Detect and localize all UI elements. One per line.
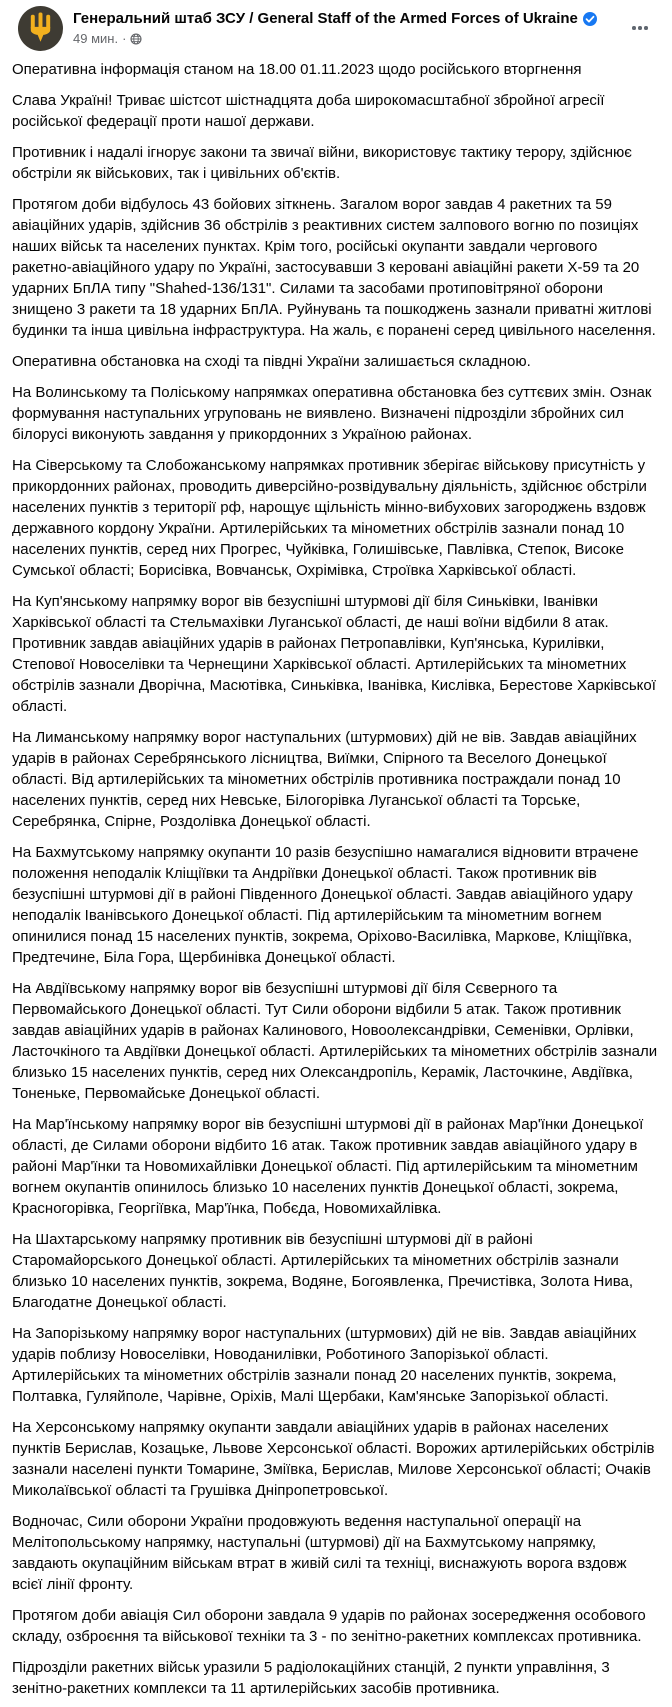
globe-icon <box>130 33 142 45</box>
post-paragraph: На Лиманському напрямку ворог наступальних (штурмових) дій не вів. Завдав авіаційних ударів в районах Серебрянського лісництва, Виїмки, Спірного та Веселого Донецької області. Від артилерійських та мінометних обстрілів противника постраждали понад 10 населених пунктів, серед них Невське, Білогорівка Луганської області та Торське, Серебрянка, Спірне, Роздолівка Донецької області. <box>12 729 637 830</box>
post-paragraph: Слава Україні! Триває шістсот шістнадцята доба широкомасштабної збройної агресії російської федерації проти нашої держави. <box>12 92 605 130</box>
post-paragraph: На Волинському та Поліському напрямках оперативна обстановка без суттєвих змін. Ознак формування наступальних угруповань не виявлено. Визначені підрозділи збройних сил білорусі виконують завдання у прикордонних з Україною районах. <box>12 384 652 443</box>
post-header <box>0 0 672 55</box>
post-text <box>0 55 672 1699</box>
header-meta <box>73 6 624 47</box>
more-options-button[interactable] <box>624 12 656 44</box>
post-paragraph: Оперативна обстановка на сході та півдні України залишається складною. <box>12 353 531 370</box>
post-paragraph: На Мар'їнському напрямку ворог вів безуспішні штурмові дії в районах Мар'їнки Донецької області, де Силами оборони відбито 16 атак. Також противник завдав авіаційного удару в районі Мар'їнки та Новомихайлівки Донецької області. Під артилерійським та мінометним вогнем окупантів опинилось близько 10 населених пунктів Донецької області, зокрема, Красногорівка, Георгіївка, Мар'їнка, Побєда, Новомихайлівка. <box>12 1116 644 1217</box>
post-paragraph: На Куп'янському напрямку ворог вів безуспішні штурмові дії біля Синьківки, Іванівки Харківської області та Стельмахівки Луганської області, де наші воїни відбили 8 атак. Противник завдав авіаційних ударів в районах Петропавлівки, Куп'янська, Курилівки, Степової Новоселівки та Чернещини Харківської області. Артилерійських та мінометних обстрілів зазнали Дворічна, Масютівка, Синьківка, Іванівка, Кислівка, Берестове Харківської області. <box>12 593 656 715</box>
post-paragraph: Протягом доби авіація Сил оборони завдала 9 ударів по районах зосередження особового складу, озброєння та військової техніки та 3 - по зенітно-ракетних комплексах противника. <box>12 1607 646 1645</box>
post-paragraph: На Авдіївському напрямку ворог вів безуспішні штурмові дії біля Сєверного та Первомайського Донецької області. Тут Сили оборони відбили 5 атак. Також противник завдав авіаційних ударів в районах Калинового, Новоолександрівки, Семенівки, Орлівки, Ласточкіного та Авдіївки Донецької області. Артилерійських та мінометних обстрілів зазнали близько 15 населених пунктів, серед них Олександропіль, Керамік, Ласточкине, Авдіївка, Тоненьке, Первомайське Донецької області. <box>12 980 658 1102</box>
post-paragraph: Протягом доби відбулось 43 бойових зіткнень. Загалом ворог завдав 4 ракетних та 59 авіаційних ударів, здійснив 36 обстрілів з реактивних систем залпового вогню по позиціях наших військ та населених пунктах. Крім того, російські окупанти завдали чергового ракетно-авіаційного удару по Україні, застосувавши 3 керовані авіаційні ракети Х-59 та 20 ударних БпЛА типу "Shahed-136/131". Силами та засобами протиповітряної оборони знищено 3 ракети та 18 ударних БпЛА. Руйнувань та пошкоджень зазнали приватні житлові будинки та інша цивільна інфраструктура. На жаль, є поранені серед цивільного населення. <box>12 196 656 339</box>
post-paragraph: На Сіверському та Слобожанському напрямках противник зберігає військову присутність у прикордонних районах, проводить диверсійно-розвідувальну діяльність, здійснює обстріли населених пунктів з території рф, нарощує щільність мінно-вибухових загороджень вздовж державного кордону України. Артилерійських та мінометних обстрілів зазнали понад 10 населених пунктів, серед них Прогрес, Чуйківка, Голишівське, Павлівка, Степок, Високе Сумської області; Борисівка, Вовчанськ, Охрімівка, Строївка Харківської області. <box>12 457 647 579</box>
three-dots-icon <box>632 26 636 30</box>
trident-emblem-icon <box>27 12 54 45</box>
post-paragraph: На Херсонському напрямку окупанти завдали авіаційних ударів в районах населених пунктів Берислав, Козацьке, Львове Херсонської області. Ворожих артилерійських обстрілів зазнали населені пункти Томарине, Зміївка, Берислав, Милове Херсонської області; Очаків Миколаївської області та Грушівка Дніпропетровської. <box>12 1419 655 1499</box>
page-name-link[interactable]: Генеральний штаб ЗСУ / General Staff of the Armed Forces of Ukraine <box>73 10 578 27</box>
post-paragraph: Водночас, Сили оборони України продовжують ведення наступальної операції на Мелітопольському напрямку, наступальні (штурмові) дії на Бахмутському напрямку, завдають окупаційним військам втрат в живій силі та техніці, виснажують ворога вздовж всієї лінії фронту. <box>12 1513 627 1593</box>
page-avatar[interactable] <box>18 6 63 51</box>
post-paragraph: На Бахмутському напрямку окупанти 10 разів безуспішно намагалися відновити втрачене положення неподалік Кліщіївки та Андріївки Донецької області. Також противник вів безуспішні штурмові дії в районі Південного Донецької області. Завдав авіаційного удару неподалік Іванівського Донецької області. Під артилерійським та мінометним вогнем опинилися понад 15 населених пунктів, зокрема, Оріхово-Василівка, Маркове, Кліщіївка, Предтечине, Біла Гора, Щербинівка Донецької області. <box>12 844 639 966</box>
post-paragraph: На Шахтарському напрямку противник вів безуспішні штурмові дії в районі Старомайорського Донецької області. Артилерійських та мінометних обстрілів зазнали близько 10 населених пунктів, зокрема, Водяне, Богоявленка, Пречистівка, Золота Нива, Благодатне Донецької області. <box>12 1231 634 1311</box>
verified-badge-icon <box>583 12 597 26</box>
post-paragraph: Оперативна інформація станом на 18.00 01.11.2023 щодо російського вторгнення <box>12 61 582 78</box>
post-paragraph: Противник і надалі ігнорує закони та звичаї війни, використовує тактику терору, здійснює обстріли як військових, так і цивільних об'єктів. <box>12 144 632 182</box>
post-paragraph: Підрозділи ракетних військ уразили 5 радіолокаційних станцій, 2 пункти управління, 3 зенітно-ракетних комплекси та 11 артилерійських засобів противника. <box>12 1659 610 1697</box>
post-meta-row <box>73 31 624 47</box>
post-timestamp[interactable]: 49 мин. <box>73 31 119 46</box>
post-paragraph: На Запорізькому напрямку ворог наступальних (штурмових) дій не вів. Завдав авіаційних ударів поблизу Новоселівки, Новоданилівки, Роботиного Запорізької області. Артилерійських та мінометних обстрілів зазнали понад 20 населених пунктів, зокрема, Полтавка, Гуляйполе, Чарівне, Оріхів, Малі Щербаки, Кам'янське Запорізької області. <box>12 1325 637 1405</box>
meta-separator: · <box>122 31 127 46</box>
